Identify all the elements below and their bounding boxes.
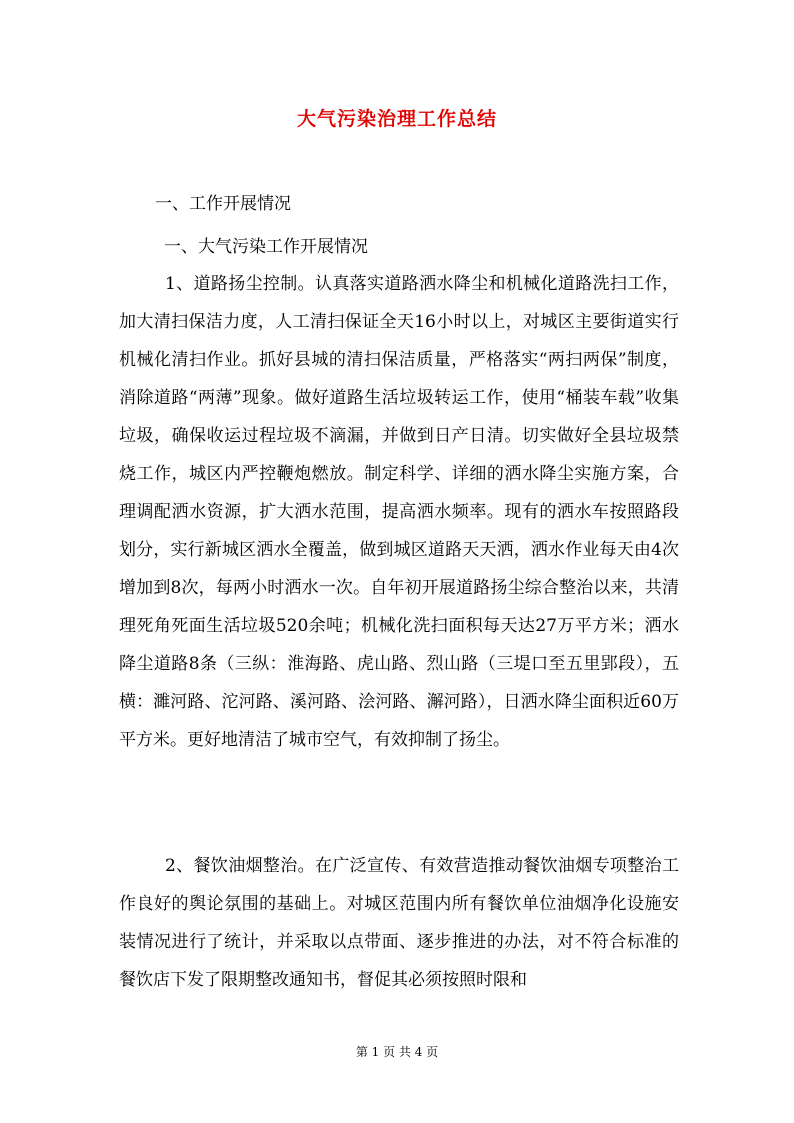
document-title: 大气污染治理工作总结	[296, 108, 497, 130]
subsection-heading: 一、大气污染工作开展情况	[164, 237, 368, 257]
paragraph-road-dust: 1、道路扬尘控制。认真落实道路洒水降尘和机械化道路洗扫工作，加大清扫保洁力度，人工清扫保证全天16小时以上，对城区主要街道实行机械化清扫作业。抓好县城的清扫保洁质量，严格落实“两扫两保”制度，消除道路“两薄”现象。做好道路生活垃圾转运工作，使用“桶装车载”收集垃圾，确保收运过程垃圾不滴漏，并做到日产日清。切实做好全县垃圾禁烧工作，城区内严控鞭炮燃放。制定科学、详细的洒水降尘实施方案，合理调配洒水资源，扩大洒水范围，提高洒水频率。现有的洒水车按照路段划分，实行新城区洒水全覆盖，做到城区道路天天洒，洒水作业每天由4次增加到8次，每两小时洒水一次。自年初开展道路扬尘综合整治以来，共清理死角死面生活垃圾520余吨；机械化洗扫面积每天达27万平方米；洒水降尘道路8条（三纵：淮海路、虎山路、烈山路（三堤口至五里郢段），五横：濉河路、沱河路、溪河路、浍河路、澥河路），日洒水降尘面积近60万平方米。更好地清洁了城市空气，有效抑制了扬尘。	[119, 274, 679, 750]
paragraph-catering-smoke: 2、餐饮油烟整治。在广泛宣传、有效营造推动餐饮油烟专项整治工作良好的舆论氛围的基础上。对城区范围内所有餐饮单位油烟净化设施安装情况进行了统计，并采取以点带面、逐步推进的办法，对不符合标准的餐饮店下发了限期整改通知书，督促其必须按照时限和	[119, 856, 679, 990]
page-number: 第 1 页 共 4 页	[355, 1045, 439, 1059]
section-heading: 一、工作开展情况	[155, 194, 291, 214]
